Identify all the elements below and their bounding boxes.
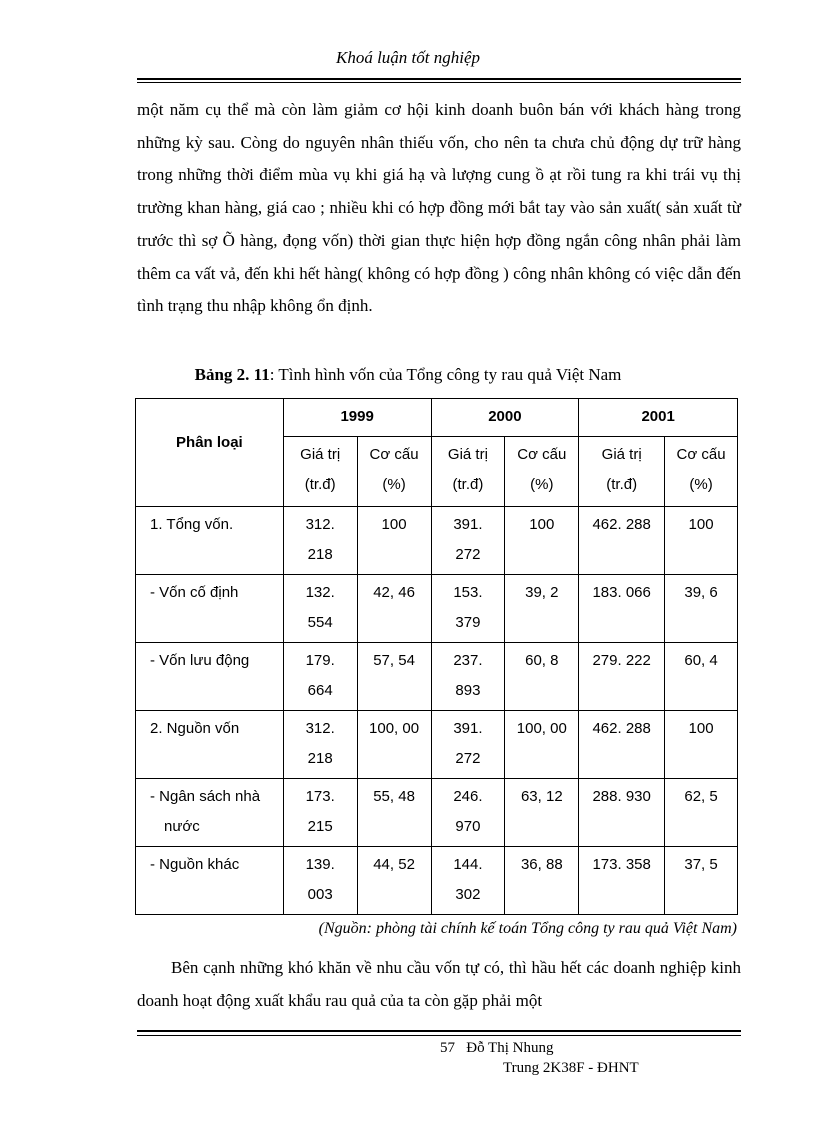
page-header: Khoá luận tốt nghiệp [335, 48, 481, 67]
cell: 60, 4 [665, 643, 738, 711]
table-row [136, 711, 738, 779]
table-caption [0, 365, 816, 385]
cell: 153. 379 [431, 575, 505, 643]
cell: 100 [665, 711, 738, 779]
cell: 139. 003 [283, 847, 357, 915]
cell: 57, 54 [357, 643, 431, 711]
paragraph-2: Bên cạnh những khó khăn về nhu cầu vốn tự có, thì hầu hết các doanh nghiệp kinh doanh hoạt động xuất khẩu rau quả của ta còn gặp phải một [137, 958, 741, 1010]
row-label: - Ngân sách nhà nước [136, 779, 284, 847]
cell: 391. 272 [431, 711, 505, 779]
cell: 312. 218 [283, 711, 357, 779]
table-corner-header: Phân loại [136, 399, 284, 507]
cell: 63, 12 [505, 779, 579, 847]
cell: 462. 288 [579, 711, 665, 779]
cell: 36, 88 [505, 847, 579, 915]
cell: 173. 215 [283, 779, 357, 847]
table-source-note: (Nguồn: phòng tài chính kế toán Tổng công ty rau quả Việt Nam) [318, 920, 737, 937]
table-row [136, 847, 738, 915]
cell: 391. 272 [431, 507, 505, 575]
table-row [136, 779, 738, 847]
table-row [136, 575, 738, 643]
subheader-share: Cơ cấu (%) [357, 437, 431, 507]
cell: 55, 48 [357, 779, 431, 847]
row-label: - Vốn cố định [136, 575, 284, 643]
cell: 183. 066 [579, 575, 665, 643]
cell: 279. 222 [579, 643, 665, 711]
row-label: - Nguồn khác [136, 847, 284, 915]
page-number: 57 [440, 1040, 455, 1056]
year-header: 1999 [283, 399, 431, 437]
cell: 62, 5 [665, 779, 738, 847]
footer-rule-thin [137, 1035, 741, 1036]
cell: 44, 52 [357, 847, 431, 915]
year-header: 2000 [431, 399, 579, 437]
subheader-value: Giá trị (tr.đ) [283, 437, 357, 507]
cell: 39, 6 [665, 575, 738, 643]
table-caption-text: : Tình hình vốn của Tổng công ty rau quả Việt Nam [269, 365, 622, 384]
cell: 37, 5 [665, 847, 738, 915]
row-label: 1. Tổng vốn. [136, 507, 284, 575]
table-caption-label: Bảng 2. 11 [194, 365, 270, 384]
cell: 132. 554 [283, 575, 357, 643]
cell: 237. 893 [431, 643, 505, 711]
cell: 100 [505, 507, 579, 575]
cell: 288. 930 [579, 779, 665, 847]
cell: 144. 302 [431, 847, 505, 915]
cell: 173. 358 [579, 847, 665, 915]
cell: 100 [665, 507, 738, 575]
cell: 100 [357, 507, 431, 575]
row-label: - Vốn lưu động [136, 643, 284, 711]
capital-table [135, 398, 738, 915]
cell: 42, 46 [357, 575, 431, 643]
table-row [136, 643, 738, 711]
table-header-row-years [136, 399, 738, 437]
paragraph-1: một năm cụ thể mà còn làm giảm cơ hội kinh doanh buôn bán với khách hàng trong những kỳ sau. Còng do nguyên nhân thiếu vốn, cho nên ta chưa chủ động dự trữ hàng trong những thời điểm mùa vụ khi giá hạ và lượng cung ồ ạt rồi tung ra khi trái vụ thị trường khan hàng, giá cao ; nhiều khi có hợp đồng mới bắt tay vào sản xuất( sản xuất từ trước thì sợ Õ hàng, đọng vốn) thời gian thực hiện hợp đồng ngắn công nhân phải làm thêm ca vất vả, đến khi hết hàng( không có hợp đồng ) công nhân không có việc dẫn đến tình trạng thu nhập không ổn định. [137, 100, 741, 316]
footer-class-info: Trung 2K38F - ĐHNT [503, 1060, 639, 1076]
header-rule-thin [137, 82, 741, 83]
footer-author: Đỗ Thị Nhung [466, 1040, 554, 1056]
year-header: 2001 [579, 399, 738, 437]
table-row [136, 507, 738, 575]
subheader-share: Cơ cấu (%) [665, 437, 738, 507]
cell: 60, 8 [505, 643, 579, 711]
cell: 312. 218 [283, 507, 357, 575]
subheader-value: Giá trị (tr.đ) [579, 437, 665, 507]
row-label: 2. Nguồn vốn [136, 711, 284, 779]
header-rule [137, 78, 741, 80]
cell: 179. 664 [283, 643, 357, 711]
subheader-share: Cơ cấu (%) [505, 437, 579, 507]
cell: 462. 288 [579, 507, 665, 575]
cell: 39, 2 [505, 575, 579, 643]
footer-author-line [440, 1040, 553, 1057]
cell: 100, 00 [357, 711, 431, 779]
cell: 246. 970 [431, 779, 505, 847]
footer-rule [137, 1030, 741, 1032]
cell: 100, 00 [505, 711, 579, 779]
subheader-value: Giá trị (tr.đ) [431, 437, 505, 507]
